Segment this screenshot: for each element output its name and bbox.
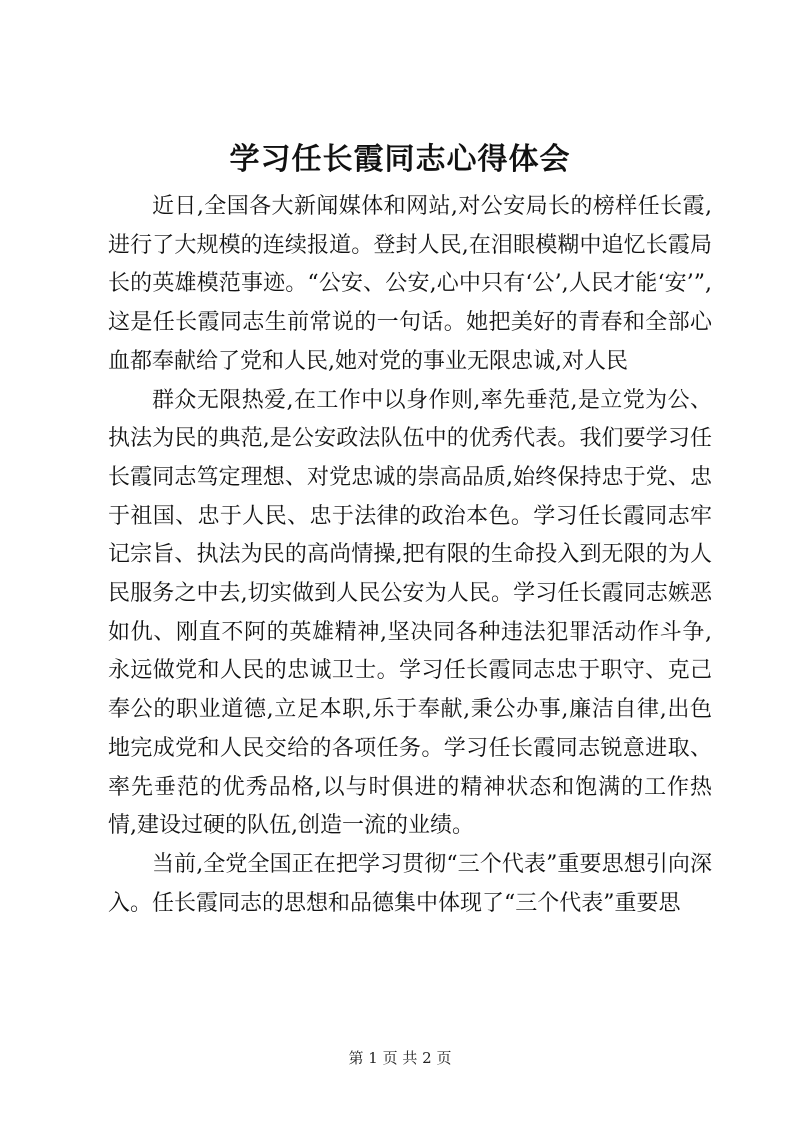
paragraph-2: 群众无限热爱,在工作中以身作则,率先垂范,是立党为公、执法为民的典范,是公安政法队伍中的优秀代表。我们要学习任长霞同志笃定理想、对党忠诚的崇高品质,始终保持忠于党、忠于祖国、忠于人民、忠于法律的政治本色。学习任长霞同志牢记宗旨、执法为民的高尚情操,把有限的生命投入到无限的为人民服务之中去,切实做到人民公安为人民。学习任长霞同志嫉恶如仇、刚直不阿的英雄精神,坚决同各种违法犯罪活动作斗争,永远做党和人民的忠诚卫士。学习任长霞同志忠于职守、克己奉公的职业道德,立足本职,乐于奉献,秉公办事,廉洁自律,出色地完成党和人民交给的各项任务。学习任长霞同志锐意进取、率先垂范的优秀品格,以与时俱进的精神状态和饱满的工作热情,建设过硬的队伍,创造一流的业绩。 bbox=[108, 387, 712, 839]
paragraph-1: 近日,全国各大新闻媒体和网站,对公安局长的榜样任长霞,进行了大规模的连续报道。登封人民,在泪眼模糊中追忆长霞局长的英雄模范事迹。“公安、公安,心中只有‘公’,人民才能‘安’”,这是任长霞同志生前常说的一句话。她把美好的青春和全部心血都奉献给了党和人民,她对党的事业无限忠诚,对人民 bbox=[108, 194, 712, 374]
document-title: 学习任长霞同志心得体会 bbox=[229, 142, 571, 177]
page-number-footer: 第 1 页 共 2 页 bbox=[348, 1049, 452, 1067]
document-body bbox=[108, 188, 712, 923]
paragraph-3: 当前,全党全国正在把学习贯彻“三个代表”重要思想引向深入。任长霞同志的思想和品德集中体现了“三个代表”重要思 bbox=[108, 851, 712, 916]
